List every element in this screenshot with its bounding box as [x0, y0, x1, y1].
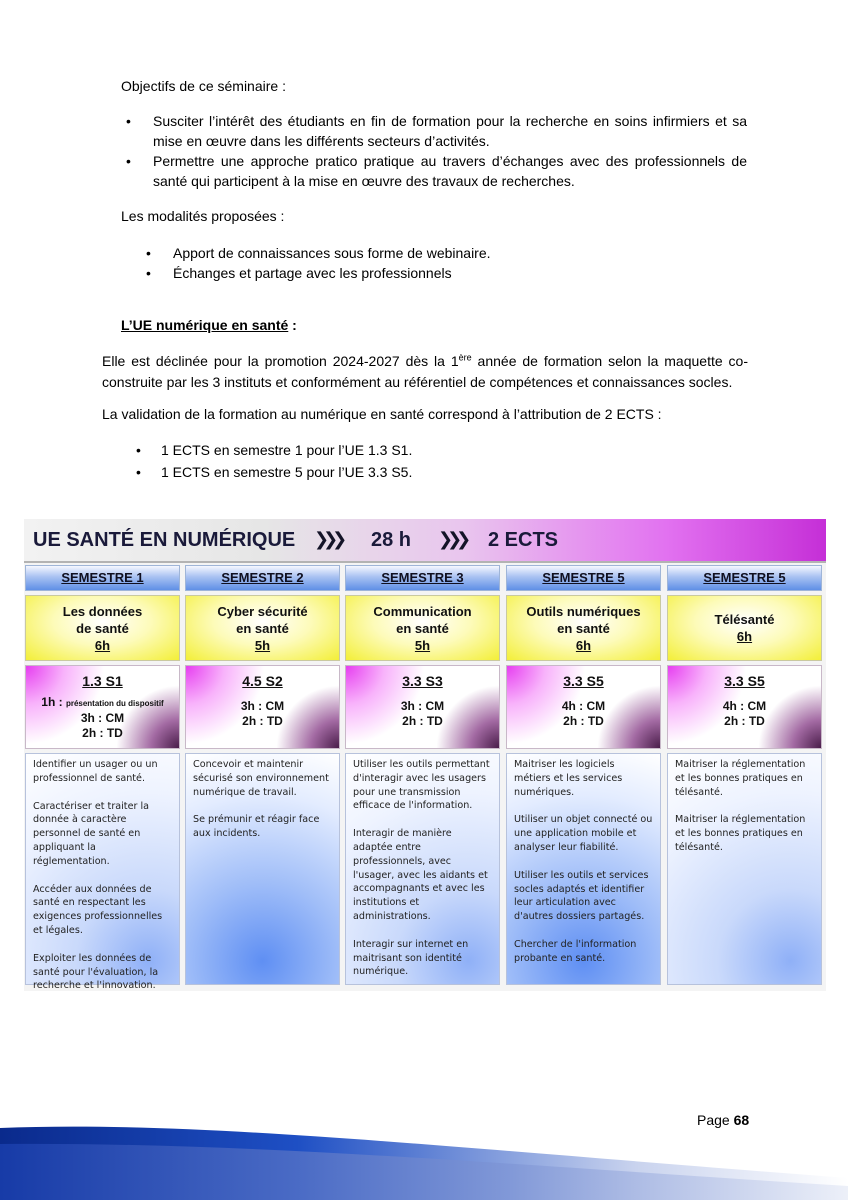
- module-name: Communication: [373, 603, 472, 619]
- total-hours: 28 h: [371, 529, 412, 551]
- module-name: en santé: [396, 620, 449, 636]
- infographic-banner: [24, 519, 826, 563]
- module-hours: 6h: [94, 637, 111, 653]
- hours-line: 3h : CM: [240, 699, 285, 713]
- list-item: • Échanges et partage avec les professionnels: [140, 263, 491, 283]
- objectifs-title: Objectifs de ce séminaire :: [121, 78, 286, 94]
- hours-line: 4h : CM: [722, 699, 767, 713]
- module-name: Les données: [62, 603, 143, 619]
- skill-item: Maitriser la réglementation et les bonnes pratiques en télésanté.: [675, 759, 806, 798]
- semester-header: SEMESTRE 3: [345, 565, 500, 591]
- paragraph: [102, 351, 748, 393]
- paragraph-part: Elle est déclinée pour la promotion 2024-2027 dès la 1: [102, 353, 459, 369]
- semester-header: SEMESTRE 1: [25, 565, 180, 591]
- ue-code: 3.3 S3: [402, 673, 443, 689]
- hours-line: [26, 695, 179, 711]
- module-hours: 5h: [414, 637, 431, 653]
- skill-item: Utiliser les outils et services socles adaptés et identifier leur articulation avec d'autres dossiers partagés.: [514, 869, 649, 923]
- module-box: [345, 595, 500, 661]
- hours-line: 4h : CM: [561, 699, 606, 713]
- ue-code-box: [506, 665, 661, 749]
- ue-code-box: [667, 665, 822, 749]
- skills-box: [667, 753, 822, 985]
- ue-code: 1.3 S1: [82, 673, 123, 689]
- semester-column: [506, 565, 661, 985]
- semester-header: SEMESTRE 2: [185, 565, 340, 591]
- module-box: [506, 595, 661, 661]
- list-item: • 1 ECTS en semestre 5 pour l’UE 3.3 S5.: [131, 461, 412, 483]
- skill-item: Maitriser les logiciels métiers et les services numériques.: [514, 759, 623, 798]
- module-box: [185, 595, 340, 661]
- ue-code-box: [345, 665, 500, 749]
- section-heading-text: L’UE numérique en santé: [121, 317, 289, 333]
- skills-box: [25, 753, 180, 992]
- ects-list: [131, 439, 412, 483]
- module-name: en santé: [236, 620, 289, 636]
- section-heading: [121, 316, 297, 335]
- paragraph-part: année de formation selon la maquette co-construite par les 3 instituts et conformément au référentiel de compétences et connaissances socles.: [102, 353, 748, 390]
- hours-line: 2h : TD: [242, 714, 283, 728]
- skill-item: Se prémunir et réagir face aux incidents.: [193, 814, 320, 840]
- hours-line: 2h : TD: [82, 726, 123, 740]
- modalites-title: Les modalités proposées :: [121, 208, 285, 224]
- skill-item: Caractériser et traiter la donnée à caractère personnel de santé en appliquant la réglementation.: [33, 800, 150, 867]
- page-label: Page: [697, 1112, 734, 1128]
- module-name: Cyber sécurité: [217, 603, 308, 619]
- semester-header: SEMESTRE 5: [667, 565, 822, 591]
- footer-decoration: [0, 1120, 848, 1200]
- module-name: Télésanté: [714, 612, 775, 627]
- semester-column: [667, 565, 822, 985]
- module-name: de santé: [76, 620, 129, 636]
- footer-wave: [0, 1120, 848, 1200]
- chevron-right-icon: ❯❯❯: [314, 529, 342, 549]
- module-name: en santé: [557, 620, 610, 636]
- semester-column: [185, 565, 340, 985]
- skill-item: Accéder aux données de santé en respectant les exigences professionnelles et légales.: [33, 883, 163, 936]
- skills-box: [185, 753, 340, 985]
- module-box: [667, 595, 822, 661]
- skill-item: Exploiter les données de santé pour l'évaluation, la recherche et l'innovation.: [33, 952, 159, 992]
- skill-item: Maitriser la réglementation et les bonnes pratiques en télésanté.: [675, 814, 806, 853]
- skill-item: Utiliser un objet connecté ou une application mobile et analyser leur fiabilité.: [514, 814, 653, 853]
- skill-item: Concevoir et maintenir sécurisé son environnement numérique de travail.: [193, 759, 329, 798]
- module-hours: 6h: [736, 629, 753, 644]
- hours-value: 1h :: [41, 695, 66, 709]
- paragraph: La validation de la formation au numérique en santé correspond à l’attribution de 2 ECTS :: [102, 406, 662, 422]
- hours-line: 3h : CM: [80, 711, 125, 725]
- skill-item: Interagir de manière adaptée entre professionnels, avec l'usager, avec les aidants et accompagnants et avec les institutions et administrations.: [353, 828, 488, 922]
- objectifs-list: [121, 111, 747, 191]
- chevron-right-icon: ❯❯❯: [438, 529, 466, 549]
- ue-code: 3.3 S5: [563, 673, 604, 689]
- list-item: • Susciter l’intérêt des étudiants en fin de formation pour la recherche en soins infirmiers et sa mise en œuvre dans les différents secteurs d’activités.: [121, 111, 747, 151]
- hours-line: 3h : CM: [400, 699, 445, 713]
- skills-box: [506, 753, 661, 985]
- semester-column: [25, 565, 180, 992]
- skill-item: Identifier un usager ou un professionnel de santé.: [33, 759, 158, 784]
- section-heading-suffix: :: [288, 317, 297, 333]
- hours-line: 2h : TD: [402, 714, 443, 728]
- superscript: ère: [458, 352, 472, 363]
- page-number-value: 68: [733, 1112, 750, 1128]
- hours-line: 2h : TD: [563, 714, 604, 728]
- module-box: [25, 595, 180, 661]
- ue-code-box: [25, 665, 180, 749]
- hours-line: 2h : TD: [724, 714, 765, 728]
- semester-column: [345, 565, 500, 985]
- skill-item: Chercher de l'information probante en santé.: [514, 938, 637, 964]
- ue-code: 3.3 S5: [724, 673, 765, 689]
- list-item: • 1 ECTS en semestre 1 pour l’UE 1.3 S1.: [131, 439, 412, 461]
- list-item: • Permettre une approche pratico pratique au travers d’échanges avec des professionnels de santé qui participent à la mise en œuvre des travaux de recherches.: [121, 151, 747, 191]
- module-hours: 6h: [575, 637, 592, 653]
- ue-code-box: [185, 665, 340, 749]
- infographic-title: UE SANTÉ EN NUMÉRIQUE: [33, 529, 296, 551]
- ue-code: 4.5 S2: [242, 673, 283, 689]
- skill-item: Interagir sur internet en maitrisant son identité numérique.: [353, 938, 469, 978]
- hours-note: présentation du dispositif: [65, 699, 164, 708]
- skills-box: [345, 753, 500, 985]
- list-item: • Apport de connaissances sous forme de webinaire.: [140, 243, 491, 263]
- modalites-list: [140, 243, 491, 283]
- ue-infographic: [24, 519, 826, 991]
- module-hours: 5h: [254, 637, 271, 653]
- total-ects: 2 ECTS: [488, 529, 559, 551]
- skill-item: Utiliser les outils permettant d'interagir avec les usagers pour une transmission efficace de l'information.: [353, 759, 490, 812]
- module-name: Outils numériques: [526, 603, 641, 619]
- semester-header: SEMESTRE 5: [506, 565, 661, 591]
